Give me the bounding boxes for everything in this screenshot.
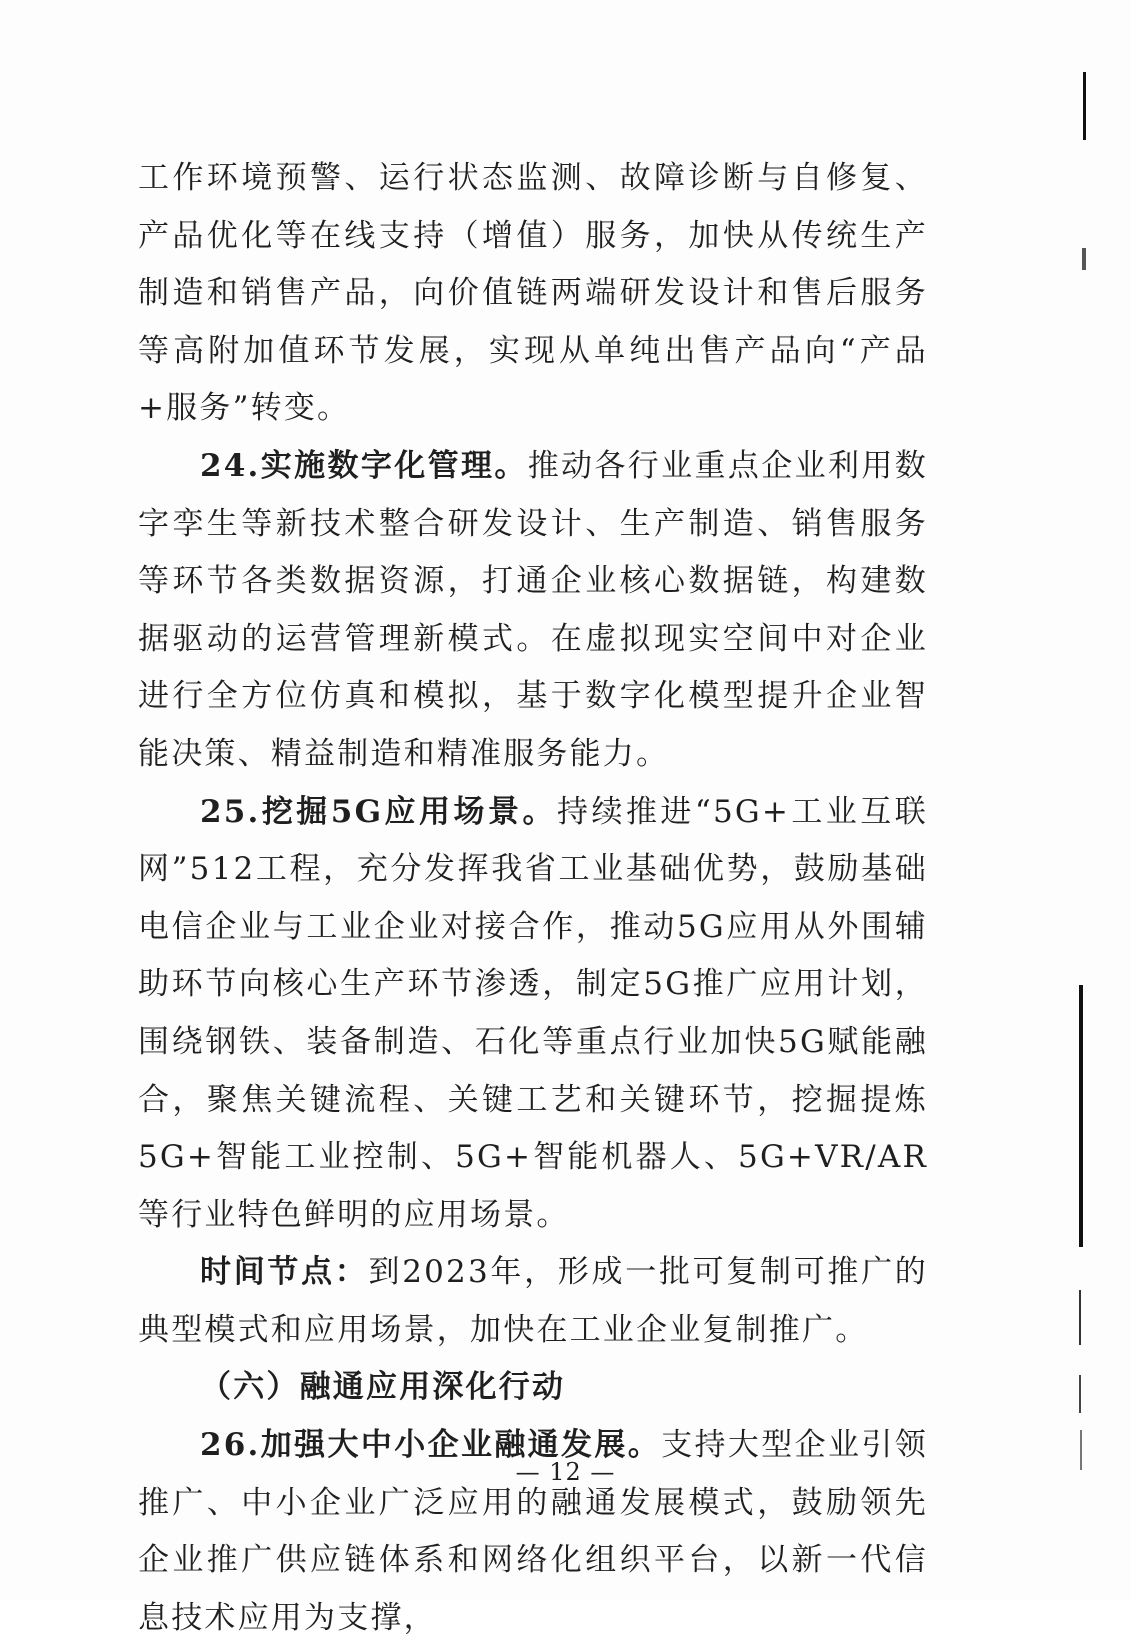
scan-edge-mark [1079,1290,1081,1345]
paragraph-continuation [138,150,928,438]
scan-edge-mark [1079,1375,1081,1413]
scan-edge-mark [1082,248,1086,270]
paragraph-text: 持续推进“5G+工业互联网”512工程，充分发挥我省工业基础优势，鼓励基础电信企业与工业企业对接合作，推动5G应用从外围辅助环节向核心生产环节渗透，制定5G推广应用计划，围绕钢铁、装备制造、石化等重点行业加快5G赋能融合，聚焦关键流程、关键工艺和关键环节，挖掘提炼5G+智能工业控制、5G+智能机器人、5G+VR/AR等行业特色鲜明的应用场景。 [138,793,928,1233]
page-number: — 12 — [515,1458,616,1486]
paragraph-lead: 26.加强大中小企业融通发展。 [200,1427,662,1464]
paragraph-text: 推动各行业重点企业利用数字孪生等新技术整合研发设计、生产制造、销售服务等环节各类数据资源，打通企业核心数据链，构建数据驱动的运营管理新模式。在虚拟现实空间中对企业进行全方位仿真和模拟，基于数字化模型提升企业智能决策、精益制造和精准服务能力。 [138,447,928,772]
paragraph-lead: 时间节点： [200,1254,369,1291]
paragraph-text: 支持大型企业引领推广、中小企业广泛应用的融通发展模式，鼓励领先企业推广供应链体系和网络化组织平台，以新一代信息技术应用为支撑， [138,1427,928,1636]
scan-edge-mark [1079,985,1083,1247]
paragraph-text: 工作环境预警、运行状态监测、故障诊断与自修复、产品优化等在线支持（增值）服务，加快从传统生产制造和销售产品，向价值链两端研发设计和售后服务等高附加值环节发展，实现从单纯出售产品向“产品+服务”转变。 [138,160,928,427]
paragraph-lead: 24.实施数字化管理。 [200,447,528,484]
scan-edge-mark [1080,1430,1082,1470]
scan-edge-mark [1083,72,1086,140]
body-text [138,150,928,1647]
paragraph-timeline [138,1244,928,1359]
paragraph-25 [138,784,928,1245]
paragraph-26 [138,1417,928,1647]
section-heading: （六）融通应用深化行动 [200,1369,566,1406]
paragraph-lead: 25.挖掘5G应用场景。 [200,793,557,830]
paragraph-24 [138,438,928,784]
paragraph-text: 到2023年，形成一批可复制可推广的典型模式和应用场景，加快在工业企业复制推广。 [138,1254,928,1348]
